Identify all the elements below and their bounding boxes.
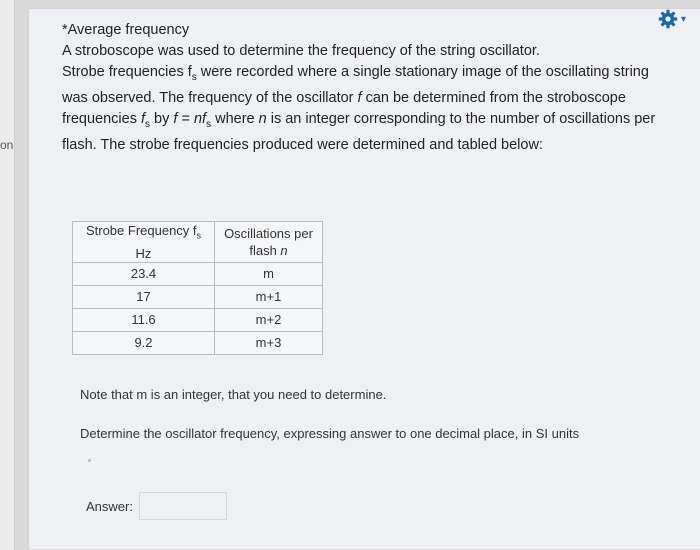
question-title: *Average frequency: [62, 22, 190, 38]
table-row: [73, 262, 323, 285]
question-body: Strobe frequencies $f_s$ were recorded where a single stationary image of the oscillating string was observed. The frequency of the oscillator f can be determined from the stroboscope frequencies $f_s$ by $f = nf_s$ where n is an integer corresponding to the number of oscillations per flash. The strobe frequencies produced were determined and tabled below:: [62, 64, 656, 153]
table-row: [73, 331, 323, 354]
strobe-table: [72, 221, 323, 355]
question-intro: A stroboscope was used to determine the frequency of the string oscillator.: [62, 43, 540, 59]
cell-oscillations: m: [215, 262, 323, 285]
note-text: Note that m is an integer, that you need to determine.: [80, 387, 387, 402]
table-row: [73, 285, 323, 308]
cell-oscillations: m+2: [215, 308, 323, 331]
cell-oscillations: m+3: [215, 331, 323, 354]
answer-input[interactable]: [139, 492, 227, 520]
cell-frequency: 9.2: [73, 331, 215, 354]
cell-oscillations: m+1: [215, 285, 323, 308]
cell-frequency: 11.6: [73, 308, 215, 331]
question-text: [62, 20, 662, 156]
cell-frequency: 23.4: [73, 262, 215, 285]
bullet-dot: [88, 459, 91, 462]
caret-down-icon: ▾: [681, 13, 687, 25]
cell-frequency: 17: [73, 285, 215, 308]
table-row: [73, 308, 323, 331]
left-sidebar-strip: [0, 0, 15, 550]
answer-label: Answer:: [86, 498, 133, 514]
instruction-text: Determine the oscillator frequency, expressing answer to one decimal place, in SI units: [80, 426, 580, 441]
settings-menu-button[interactable]: [658, 8, 700, 30]
answer-row: [86, 492, 227, 520]
table-header-oscillations: Oscillations per flash n: [215, 222, 323, 263]
table-header-frequency: Strobe Frequency $f_s$ Hz: [73, 222, 215, 263]
sidebar-stub-text: on: [0, 138, 14, 152]
